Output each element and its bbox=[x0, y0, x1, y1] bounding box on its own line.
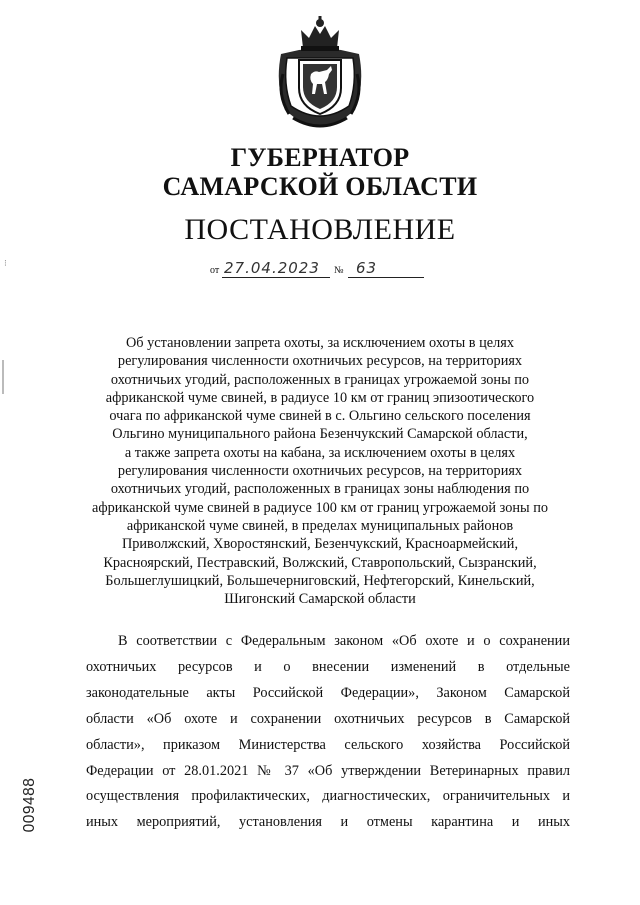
body-line: охотничьих ресурсов и о внесении изменений в отдельные bbox=[86, 658, 570, 675]
title-line: охотничьих угодий, расположенных в границах зоны наблюдения по bbox=[110, 481, 530, 498]
title-line: регулирования численности охотничьих ресурсов, на территориях bbox=[117, 353, 523, 370]
number-value: 63 bbox=[356, 259, 378, 277]
number-prefix: № bbox=[334, 265, 344, 276]
scan-artifact-line bbox=[2, 360, 4, 394]
date-prefix: от bbox=[210, 265, 220, 276]
title-line: африканской чуме свиней, в радиусе 10 км от границ эпизоотического bbox=[105, 389, 535, 406]
number-underline bbox=[348, 277, 424, 278]
body-line: иных мероприятий, установления и отмены карантина и иных bbox=[86, 814, 570, 831]
title-line: Красноярский, Пестравский, Волжский, Ставропольский, Сызранский, bbox=[103, 554, 537, 571]
title-line: Шигонский Самарской области bbox=[224, 591, 416, 608]
date-underline bbox=[222, 277, 330, 278]
title-line: Об установлении запрета охоты, за исключением охоты в целях bbox=[125, 335, 514, 351]
title-line: охотничьих угодий, расположенных в границах угрожаемой зоны по bbox=[110, 371, 530, 388]
date-value: 27.04.2023 bbox=[224, 259, 320, 277]
document-type-heading: ПОСТАНОВЛЕНИЕ bbox=[184, 213, 456, 246]
region-title: САМАРСКОЙ ОБЛАСТИ bbox=[162, 172, 478, 201]
body-line: области», приказом Министерства сельского хозяйства Российской bbox=[86, 736, 570, 753]
scan-artifact-mark: ⁝ bbox=[4, 258, 7, 268]
body-line: В соответствии с Федеральным законом «Об охоте и о сохранении bbox=[118, 633, 570, 649]
title-line: а также запрета охоты на кабана, за исключением охоты в целях bbox=[124, 444, 516, 461]
body-line: Федерации от 28.01.2021 № 37 «Об утверждении Ветеринарных правил bbox=[86, 762, 570, 779]
samara-coat-of-arms-icon bbox=[271, 14, 369, 134]
title-line: африканской чуме свиней в радиусе 100 км от границ угрожаемой зоны по bbox=[91, 499, 549, 516]
governor-title: ГУБЕРНАТОР bbox=[230, 143, 410, 172]
decree-title bbox=[60, 334, 580, 608]
title-line: Ольгино муниципального района Безенчукский Самарской области, bbox=[112, 426, 528, 443]
title-line: Большеглушицкий, Большечерниговский, Нефтегорский, Кинельский, bbox=[105, 572, 535, 589]
title-line: регулирования численности охотничьих ресурсов, на территориях bbox=[117, 463, 523, 480]
body-line: области «Об охоте и сохранении охотничьих ресурсов в Самарской bbox=[86, 710, 570, 727]
decree-body bbox=[86, 629, 570, 836]
title-line: африканской чуме свиней, в пределах муниципальных районов bbox=[126, 517, 514, 534]
title-line: очага по африканской чуме свиней в с. Ольгино сельского поселения bbox=[109, 408, 531, 425]
body-line: осуществления профилактических, диагностических, ограничительных и bbox=[86, 788, 570, 805]
title-line: Приволжский, Хворостянский, Безенчукский, Красноармейский, bbox=[121, 536, 519, 553]
body-line: законодательные акты Российской Федерации», Законом Самарской bbox=[86, 684, 570, 701]
document-serial-number: 009488 bbox=[21, 777, 38, 833]
